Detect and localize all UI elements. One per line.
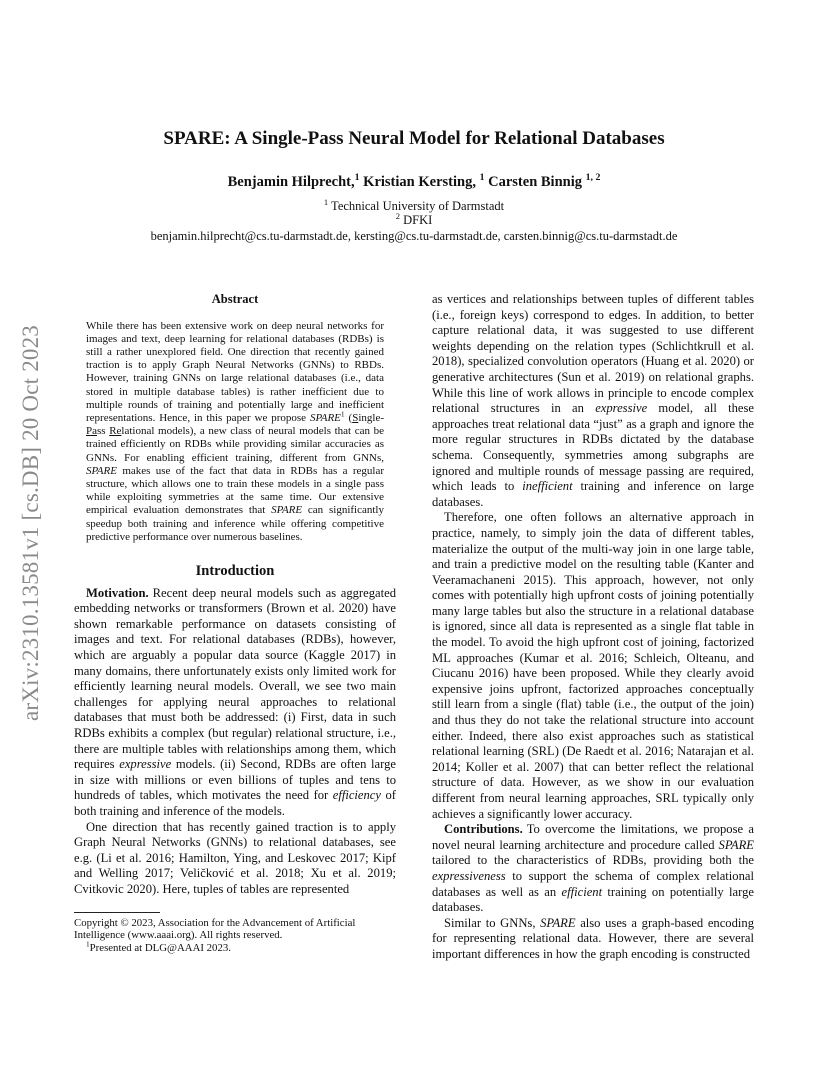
text-run: SPARE bbox=[271, 504, 303, 517]
author-list bbox=[60, 174, 768, 191]
text-run: SPARE bbox=[309, 412, 341, 425]
text-run: expressiveness bbox=[432, 868, 506, 883]
body-paragraph bbox=[432, 822, 754, 916]
affiliation-name: Technical University of Darmstadt bbox=[328, 199, 505, 213]
footnote-rule bbox=[74, 912, 160, 913]
text-run: can significantly speedup both training and inference while offering competitive predictive performance over numerous baselines. bbox=[86, 504, 384, 543]
affiliation-mark: 2 bbox=[395, 210, 400, 221]
paragraph-runin-heading: Motivation. bbox=[86, 585, 149, 600]
text-run: models. (ii) Second, RDBs are often large in size with millions or even billions of tuples and tens to hundreds of tables, which motivates the need for bbox=[74, 757, 396, 803]
body-paragraph bbox=[432, 292, 754, 510]
left-column bbox=[74, 292, 396, 954]
text-run: to support the schema of complex relational databases as well as an bbox=[432, 868, 754, 899]
text-run: ingle- bbox=[358, 412, 384, 425]
abstract-text bbox=[86, 320, 384, 544]
body-paragraph bbox=[432, 510, 754, 822]
author-name: Benjamin Hilprecht, bbox=[227, 174, 355, 190]
abstract-heading: Abstract bbox=[211, 292, 259, 306]
affiliation-line bbox=[60, 210, 768, 228]
text-run: S bbox=[352, 412, 359, 425]
text-run: SPARE bbox=[540, 915, 576, 930]
text-run: also uses a graph-based encoding for representing relational data. However, there are several important differences in how the graph encoding is constructed bbox=[432, 915, 754, 961]
text-run: ss bbox=[97, 425, 110, 438]
paper-title: SPARE: A Single-Pass Neural Model for Relational Databases bbox=[163, 128, 665, 149]
copyright-notice: Copyright © 2023, Association for the Advancement of Artificial Intelligence (www.aaai.org). All rights reserved. bbox=[74, 916, 356, 942]
affiliation-mark: 1 bbox=[323, 196, 329, 207]
text-run: SPARE bbox=[86, 464, 117, 477]
text-run: While there has been extensive work on deep neural networks for images and text, deep learning for relational databases (RDBs) is still a rather unexplored field. One direction that recently gained traction is to apply Graph Neural Networks (GNNs) to RBDs. However, training GNNs on large relational databases (i.e., data stored in multiple database tables) is rather inefficient due to multiple rounds of training and potentially large and inefficient representations. Hence, in this paper we propose bbox=[86, 319, 384, 425]
text-run: efficiency bbox=[332, 788, 381, 803]
text-run: makes use of the fact that data in RDBs has a regular structure, which allows one to train these models in a single pass while exploiting symmetries at the same time. Our extensive empirical evaluation demonstrates that bbox=[86, 464, 384, 517]
intro-right-paragraphs bbox=[432, 292, 754, 963]
text-run: Pa bbox=[86, 425, 97, 438]
affiliation-line bbox=[60, 196, 768, 214]
footnote-text: Presented at DLG@AAAI 2023. bbox=[89, 941, 231, 954]
text-run: Recent deep neural models such as aggregated embedding networks or transformers (Brown et al. 2020) have shown remarkable performance on datasets consisting of images and text. For relational databases (RDBs), however, which are arguably a popular data source (Kaggle 2017) in many domains, there unfortunately exists only limited work for efficiently learning neural models. Overall, we see two main challenges for applying neural approaches to relational databases that must both be addressed: (i) First, data in such RDBs exhibits a complex (but regular) relational structure, i.e., there are multiple tables with relationships among them, which requires bbox=[74, 585, 396, 772]
author-affiliation-mark: 1 bbox=[354, 172, 360, 184]
text-run: training and inference on large databases. bbox=[432, 479, 754, 509]
author-name: Carsten Binnig bbox=[484, 174, 586, 190]
arxiv-sidebar bbox=[14, 288, 48, 758]
text-run: efficient bbox=[561, 884, 603, 899]
text-run: lational models), a new class of neural models that can be trained efficiently on RDBs while providing similar accuracies as GNNs. For enabling efficient training, different from GNNs, bbox=[86, 425, 384, 464]
text-run: expressive bbox=[595, 401, 648, 416]
text-run: Similar to GNNs, bbox=[444, 915, 541, 930]
text-run: tailored to the characteristics of RDBs, providing both the bbox=[432, 853, 754, 868]
text-run: training on potentially large databases. bbox=[432, 884, 755, 915]
footnote bbox=[74, 939, 396, 955]
author-emails: benjamin.hilprecht@cs.tu-darmstadt.de, kersting@cs.tu-darmstadt.de, carsten.binnig@cs.tu-darmstadt.de bbox=[150, 229, 678, 243]
text-run: model, all these approaches treat relational data “just” as a graph and ignore the more regular structures in RDBs dictated by the database schema. Consequently, symmetries among subgraphs are ignored and multiple rounds of message passing are required, which leads to bbox=[432, 401, 754, 494]
text-run: 1 bbox=[340, 409, 345, 419]
text-run: expressive bbox=[119, 757, 172, 772]
footnote-mark: 1 bbox=[86, 939, 90, 949]
body-paragraph bbox=[74, 586, 396, 820]
author-affiliation-mark: 1 bbox=[479, 172, 485, 184]
author-affiliation-mark: 1, 2 bbox=[585, 172, 601, 184]
right-column bbox=[432, 292, 754, 963]
text-run: Therefore, one often follows an alternative approach in practice, namely, to simply join the data of different tables, materialize the output of the multi-way join in one large table, and train a predictive model on the resulting table (Kanter and Veeramachaneni 2015). This approach, however, not only comes with potentially high upfront costs of joining potentially many large tables but also the structure in a relational database is ignored, since all data is represented as a single flat table in the model. To avoid the high upfront cost of joining, factorized ML approaches (Kumar et al. 2016; Schleich, Olteanu, and Ciucanu 2016) have been proposed. While they clearly avoid expensive joins upfront, factorized approaches conceptually still learn from a single (flat) table (i.e., the output of the join) and thus they do not take the relational structure into account either. Indeed, there also exist approaches such as statistical relational learning (SRL) (De Raedt et al. 2016; Natarajan et al. 2014; Koller et al. 2007) that can better reflect the relational structure of data. However, as we show in our evaluation different from neural learning approaches, SRL typically only achieves a significantly lower accuracy. bbox=[432, 510, 754, 821]
text-run: inefficient bbox=[522, 479, 573, 494]
intro-left-paragraphs bbox=[74, 586, 396, 898]
text-run: To overcome the limitations, we propose a novel neural learning architecture and procedure called bbox=[432, 822, 754, 852]
arxiv-identifier: arXiv:2310.13581v1 [cs.DB] 20 Oct 2023 bbox=[18, 325, 43, 721]
affiliation-name: DFKI bbox=[399, 213, 433, 227]
text-run: of both training and inference of the models. bbox=[74, 788, 396, 818]
author-name: Kristian Kersting, bbox=[359, 174, 480, 190]
introduction-heading: Introduction bbox=[195, 563, 275, 580]
text-run: SPARE bbox=[718, 837, 754, 852]
body-paragraph bbox=[432, 916, 754, 963]
text-run: Re bbox=[109, 425, 122, 438]
text-run: One direction that has recently gained traction is to apply Graph Neural Networks (GNNs) to relational databases, see e.g. (Li et al. 2016; Hamilton, Ying, and Leskovec 2017; Kipf and Welling 2017; Veličković et al. 2018; Xu et al. 2019; Cvitkovic 2020). Here, tuples of tables are represented bbox=[74, 819, 396, 896]
paragraph-runin-heading: Contributions. bbox=[444, 822, 523, 837]
text-run: ( bbox=[344, 412, 353, 425]
text-run: as vertices and relationships between tuples of different tables (i.e., foreign keys) correspond to edges. In addition, to better capture relational data, it was suggested to use different weights depending on the relation types (Schlichtkrull et al. 2018), specialized convolution operators (Huang et al. 2020) or generative architectures (Sun et al. 2019) on relational graphs. While this line of work allows in principle to encode complex relational structures in an bbox=[432, 292, 754, 416]
body-paragraph bbox=[74, 820, 396, 898]
